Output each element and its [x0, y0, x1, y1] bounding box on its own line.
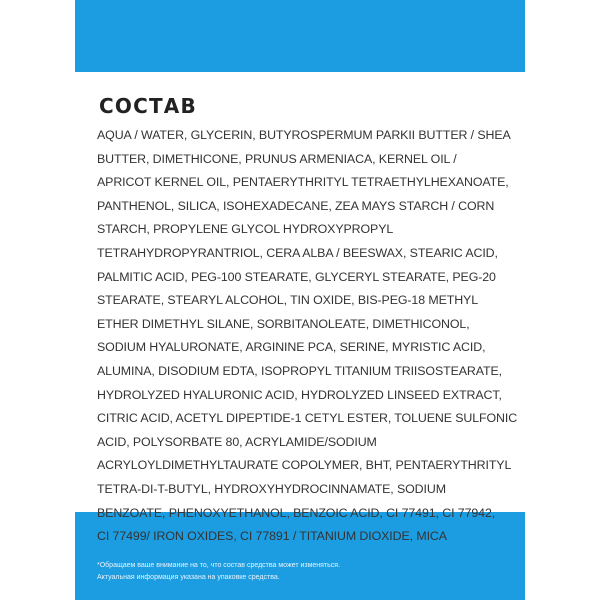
- ingredients-line: ACID, POLYSORBATE 80, ACRYLAMIDE/SODIUM: [97, 434, 377, 449]
- page-title: СОСТАВ: [99, 94, 197, 118]
- ingredients-line: PALMITIC ACID, PEG-100 STEARATE, GLYCERYL STEARATE, PEG-20: [97, 269, 496, 284]
- ingredients-line: SODIUM HYALURONATE, ARGININE PCA, SERINE, MYRISTIC ACID,: [97, 340, 486, 355]
- ingredients-line: ALUMINA, DISODIUM EDTA, ISOPROPYL TITANIUM TRIISOSTEARATE,: [97, 363, 502, 378]
- ingredients-line: ETHER DIMETHYL SILANE, SORBITANOLEATE, DIMETHICONOL,: [97, 316, 470, 331]
- ingredients-line: BENZOATE, PHENOXYETHANOL, BENZOIC ACID, CI 77491, CI 77942,: [97, 505, 496, 520]
- ingredients-line: STEARATE, STEARYL ALCOHOL, TIN OXIDE, BIS-PEG-18 METHYL: [97, 293, 479, 308]
- footnote-line: Актуальная информация указана на упаковке средства.: [97, 574, 280, 581]
- ingredients-line: HYDROLYZED HYALURONIC ACID, HYDROLYZED LINSEED EXTRACT,: [97, 387, 502, 402]
- ingredients-line: BUTTER, DIMETHICONE, PRUNUS ARMENIACA, KERNEL OIL /: [97, 151, 457, 166]
- ingredients-line: STARCH, PROPYLENE GLYCOL HYDROXYPROPYL: [97, 222, 394, 237]
- ingredients-list: [97, 124, 518, 549]
- ingredients-line: PANTHENOL, SILICA, ISOHEXADECANE, ZEA MAYS STARCH / CORN: [97, 198, 495, 213]
- ingredients-line: TETRAHYDROPYRANTRIOL, CERA ALBA / BEESWAX, STEARIC ACID,: [97, 245, 498, 260]
- ingredients-line: CITRIC ACID, ACETYL DIPEPTIDE-1 CETYL ESTER, TOLUENE SULFONIC: [97, 411, 518, 426]
- ingredients-line: ACRYLOYLDIMETHYLTAURATE COPOLYMER, BHT, PENTAERYTHRITYL: [97, 458, 512, 473]
- ingredients-line: TETRA-DI-T-BUTYL, HYDROXYHYDROCINNAMATE, SODIUM: [97, 481, 446, 496]
- ingredients-line: CI 77499/ IRON OXIDES, CI 77891 / TITANIUM DIOXIDE, MICA: [97, 529, 447, 544]
- footnote-line: *Обращаем ваше внимание на то, что состав средства может изменяться.: [97, 562, 341, 569]
- footnote: [97, 560, 340, 584]
- ingredients-line: AQUA / WATER, GLYCERIN, BUTYROSPERMUM PARKII BUTTER / SHEA: [97, 128, 511, 142]
- ingredients-line: APRICOT KERNEL OIL, PENTAERYTHRITYL TETRAETHYLHEXANOATE,: [97, 175, 509, 190]
